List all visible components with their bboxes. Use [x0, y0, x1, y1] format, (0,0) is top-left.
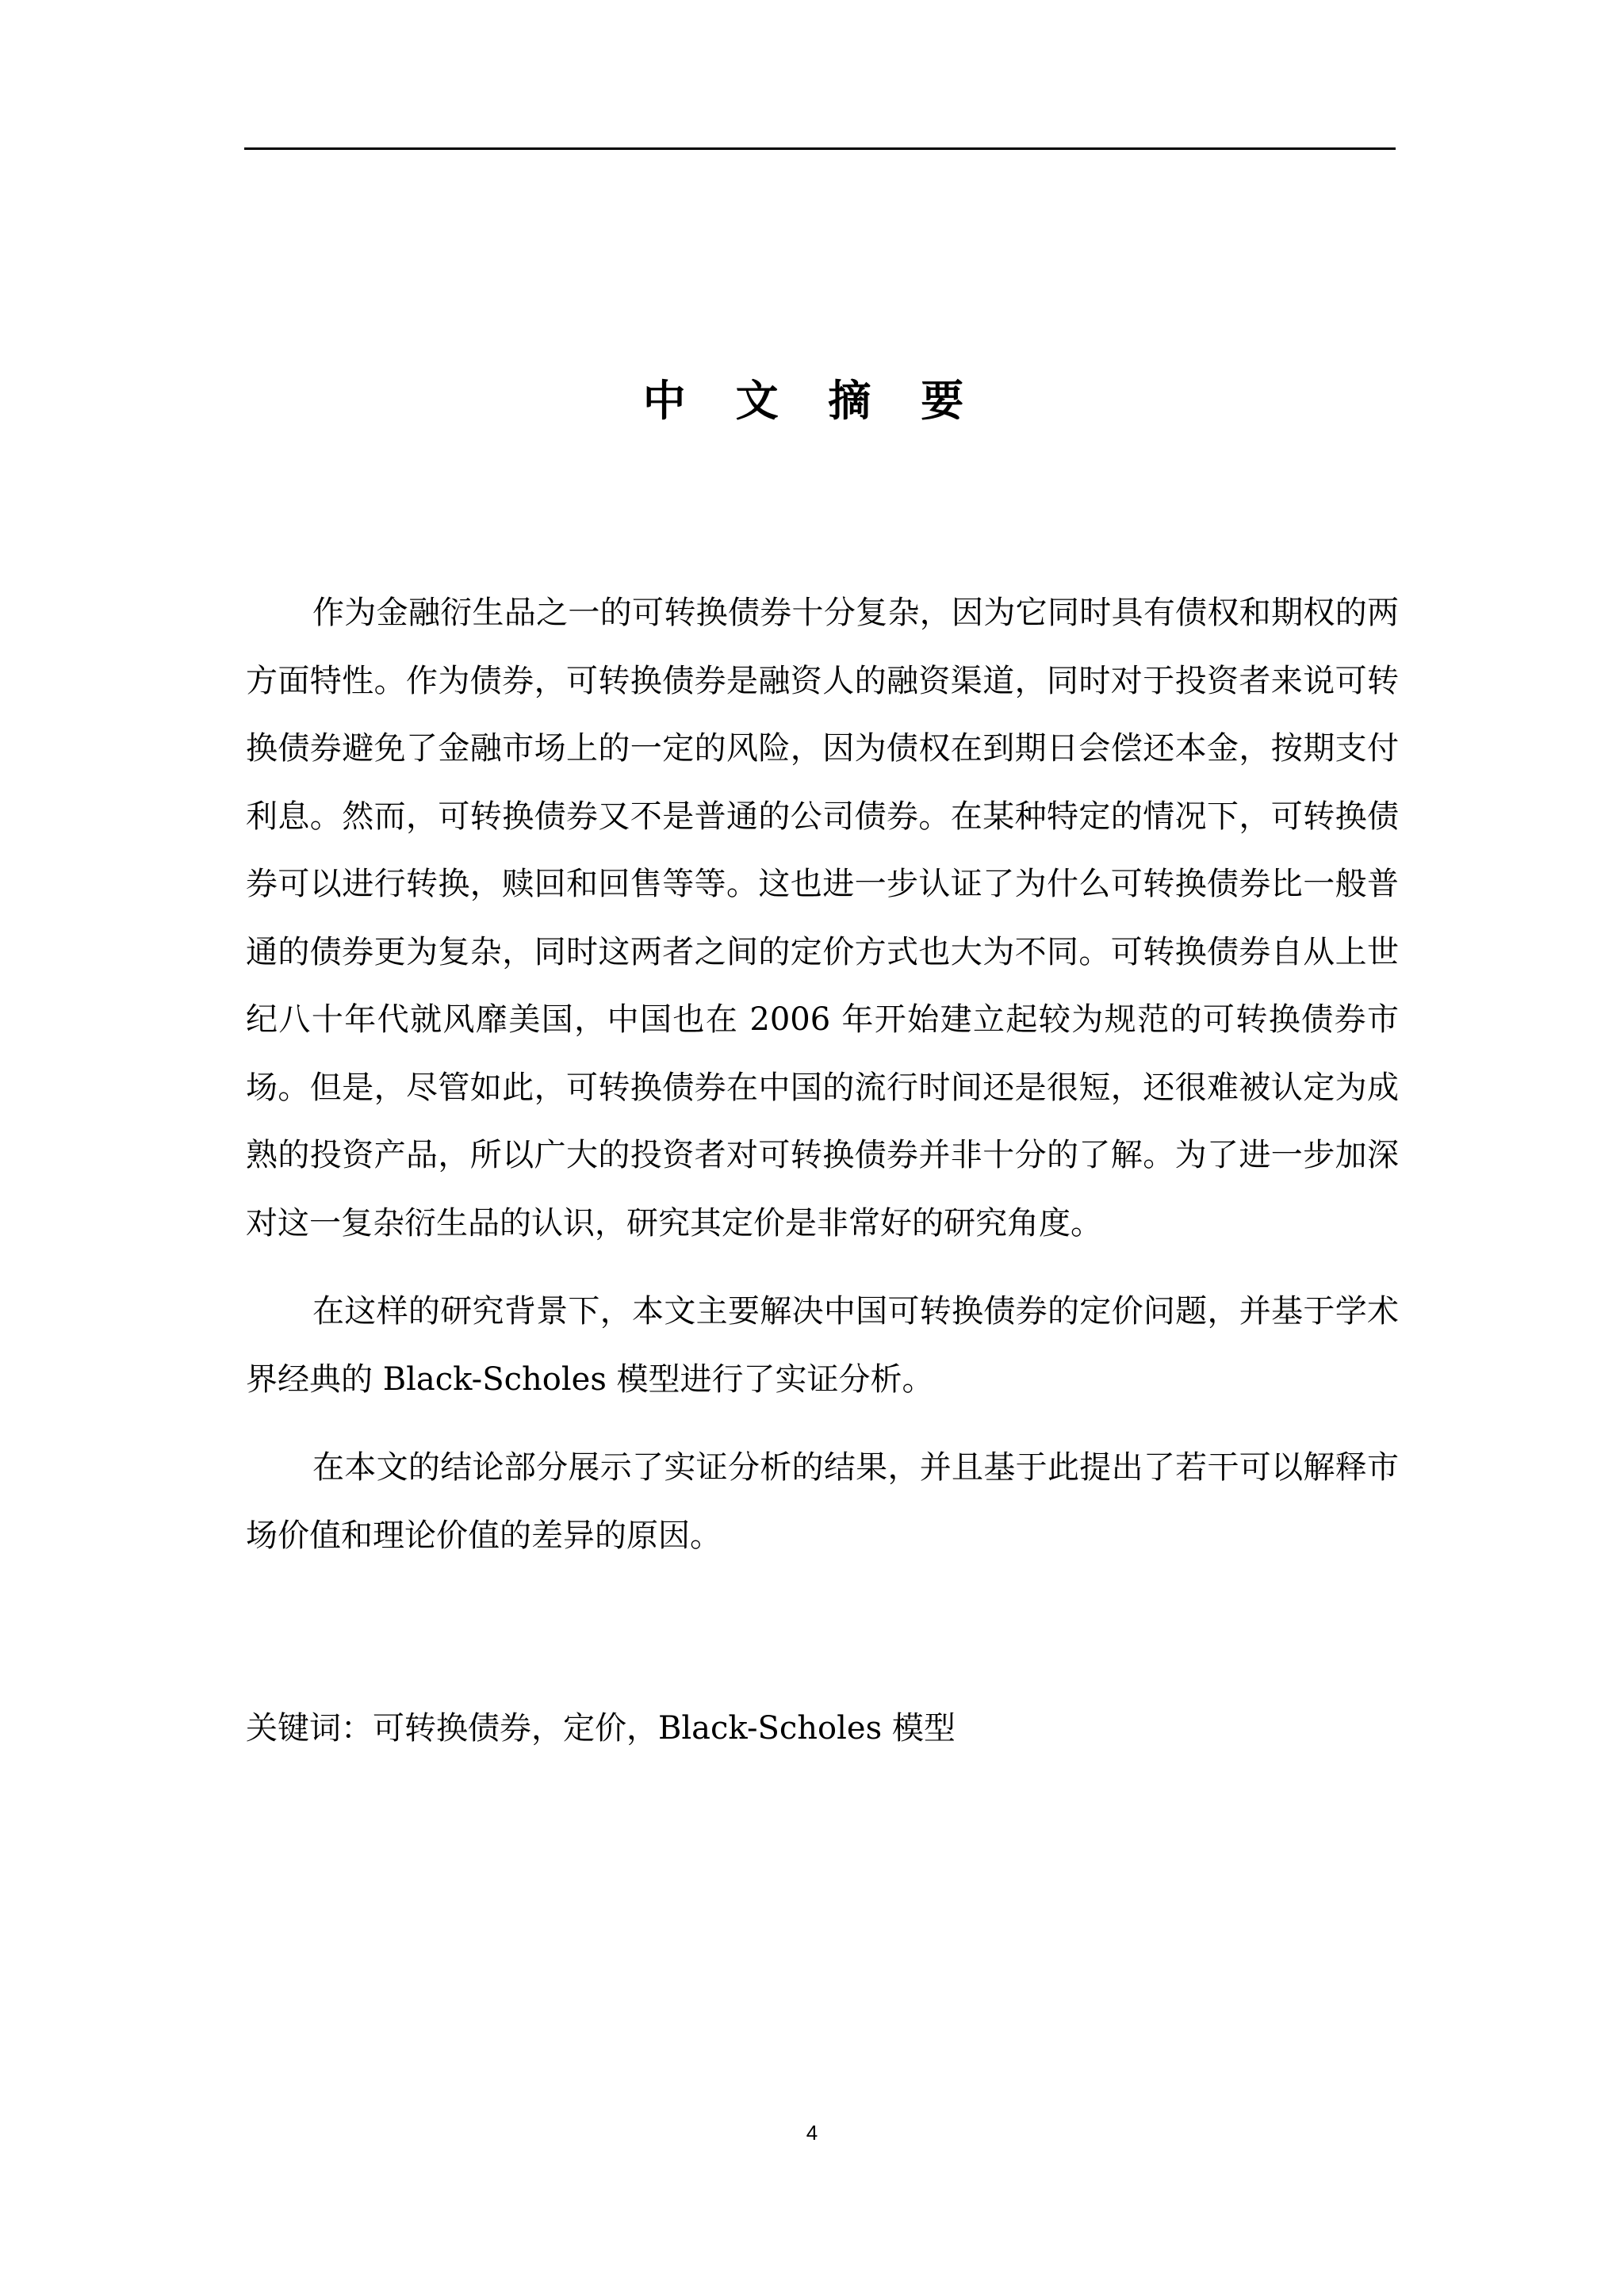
abstract-paragraph-3: 在本文的结论部分展示了实证分析的结果，并且基于此提出了若干可以解释市场价值和理论价值的差异的原因。 [246, 1449, 1399, 1554]
abstract-paragraph-2: 在这样的研究背景下，本文主要解决中国可转换债券的定价问题，并基于学术界经典的 Black-Scholes 模型进行了实证分析。 [246, 1293, 1399, 1398]
keywords-line: 关键词：可转换债券，定价，Black-Scholes 模型 [246, 1710, 956, 1747]
abstract-body [246, 580, 1399, 1570]
header-rule [244, 147, 1396, 150]
abstract-paragraph-1: 作为金融衍生品之一的可转换债券十分复杂，因为它同时具有债权和期权的两方面特性。作为债券，可转换债券是融资人的融资渠道，同时对于投资者来说可转换债券避免了金融市场上的一定的风险，因为债权在到期日会偿还本金，按期支付利息。然而，可转换债券又不是普通的公司债券。在某种特定的情况下，可转换债券可以进行转换，赎回和回售等等。这也进一步认证了为什么可转换债券比一般普通的债券更为复杂，同时这两者之间的定价方式也大为不同。可转换债券自从上世纪八十年代就风靡美国，中国也在 2006 年开始建立起较为规范的可转换债券市场。但是，尽管如此，可转换债券在中国的流行时间还是很短，还很难被认定为成熟的投资产品，所以广大的投资者对可转换债券并非十分的了解。为了进一步加深对这一复杂衍生品的认识，研究其定价是非常好的研究角度。 [246, 595, 1399, 1242]
page-number: 4 [806, 2121, 818, 2145]
page-title: 中 文 摘 要 [642, 376, 982, 426]
